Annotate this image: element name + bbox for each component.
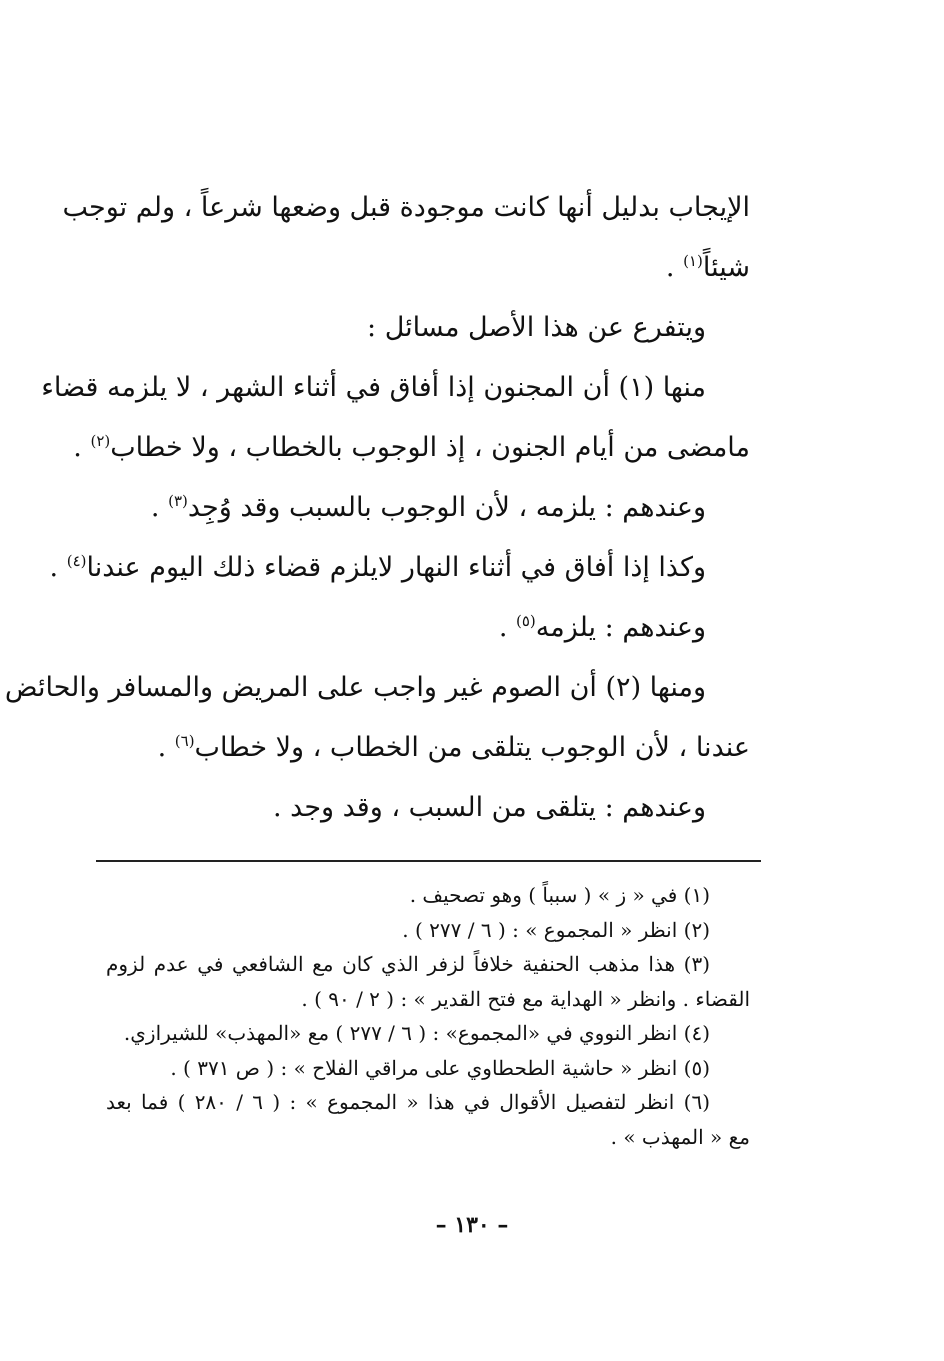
text-line: ومنها (٢) أن الصوم غير واجب على المريض والمسافر والحائض <box>4 672 706 703</box>
text-line: ويتفرع عن هذا الأصل مسائل : <box>367 312 706 343</box>
text-line: منها (١) أن المجنون إذا أفاق في أثناء الشهر ، لا يلزمه قضاء <box>41 372 706 403</box>
line-end-period: . <box>150 492 169 523</box>
footnote: (٦) انظر لتفصيل الأقوال في هذا « المجموع » : ( ٦ / ٢٨٠ ) فما بعد <box>106 1090 710 1114</box>
text-segment: وكذا إذا أفاق في أثناء النهار لايلزم قضاء ذلك اليوم عندنا <box>86 552 706 583</box>
footnote-marker: (٢) <box>90 432 111 450</box>
footnote-marker: (٥) <box>515 612 536 630</box>
text-line <box>106 238 750 298</box>
line-end-period: . <box>157 732 175 763</box>
text-segment: وعندهم : يلزمه ، لأن الوجوب بالسبب وقد وُجِد <box>187 492 706 523</box>
footnote: (٢) انظر « المجموع » : ( ٦ / ٢٧٧ ) . <box>402 917 710 942</box>
text-line: وعندهم : يتلقى من السبب ، وقد وجد . <box>272 792 706 823</box>
line-end-period: . <box>49 552 67 583</box>
line-end-period: . <box>665 252 684 283</box>
footnote-marker: (٦) <box>174 732 195 750</box>
footnotes <box>106 878 750 1154</box>
footnote: (٤) انظر النووي في «المجموع» : ( ٦ / ٢٧٧ ) مع «المهذب» للشيرازي. <box>123 1021 710 1045</box>
line-end-period: . <box>73 432 91 463</box>
footnote: (١) في « ز » ( سبباً ) وهو تصحيف . <box>409 883 710 907</box>
text-line <box>73 418 750 478</box>
text-line: الإيجاب بدليل أنها كانت موجودة قبل وضعها شرعاً ، ولم توجب <box>62 192 750 223</box>
text-line <box>106 478 750 538</box>
footnote-marker: (٣) <box>168 492 188 510</box>
footnote-continuation: مع « المهذب » . <box>610 1124 750 1149</box>
footnote-marker: (٤) <box>66 552 87 570</box>
main-text <box>4 178 750 838</box>
text-line <box>106 598 750 658</box>
text-line <box>49 538 750 598</box>
footnote-separator <box>96 860 761 862</box>
footnote: (٣) هذا مذهب الحنفية خلافاً لزفر الذي كان مع الشافعي في عدم لزوم <box>106 952 710 976</box>
text-segment: عندنا ، لأن الوجوب يتلقى من الخطاب ، ولا خطاب <box>194 732 750 763</box>
text-line <box>106 718 750 778</box>
footnote-continuation: القضاء . وانظر « الهداية مع فتح القدير » : ( ٢ / ٩٠ ) . <box>301 986 750 1011</box>
page-number: – ١٣٠ – <box>435 1212 509 1238</box>
footnote-marker: (١) <box>683 252 703 270</box>
text-segment: وعندهم : يلزمه <box>535 612 706 643</box>
text-segment: مامضى من أيام الجنون ، إذ الوجوب بالخطاب ، ولا خطاب <box>110 432 750 463</box>
text-segment: شيئاً <box>702 252 750 283</box>
footnote: (٥) انظر « حاشية الطحطاوي على مراقي الفلاح » : ( ص ٣٧١ ) . <box>170 1055 710 1080</box>
line-end-period: . <box>498 612 516 643</box>
